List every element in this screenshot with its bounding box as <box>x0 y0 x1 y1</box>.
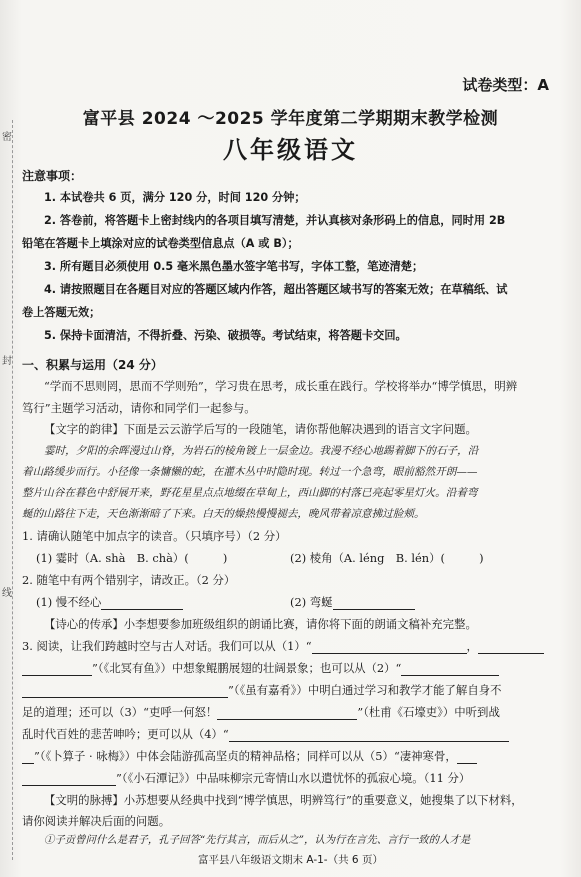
answer-blank[interactable] <box>22 663 92 676</box>
question-2-item: (2) 弯蜒 <box>290 594 415 610</box>
answer-blank[interactable] <box>22 773 116 786</box>
paper-type: 试卷类型：A <box>462 76 549 94</box>
question-3: 足的道理；还可以（3）“吏呼一何怒！ ”（杜甫《石壕吏》）中听到战 <box>22 705 500 719</box>
answer-blank[interactable] <box>22 685 228 698</box>
essay-line: 着山路缓步而行。小径像一条慵懒的蛇，在灌木丛中时隐时现。转过一个急弯，眼前豁然开朗—— <box>22 466 478 478</box>
note-item: 5. 保持卡面清洁，不得折叠、污染、破损等。考试结束，将答题卡交回。 <box>44 329 407 342</box>
margin-mark: 密 <box>2 132 12 143</box>
note-item: 4. 请按照题目在各题目对应的答题区域内作答，超出答题区域书写的答案无效；在草稿纸、试 <box>44 283 508 296</box>
answer-blank[interactable] <box>22 751 34 764</box>
answer-blank[interactable] <box>101 597 183 610</box>
essay-line: 蜒的山路往下走，天色渐渐暗了下来。白天的燥热慢慢褪去，晚风带着凉意拂过脸颊。 <box>22 508 425 520</box>
page-footer: 富平县八年级语文期末 A-1-（共 6 页） <box>198 854 383 866</box>
question-2-item: (1) 慢不经心 <box>36 594 183 610</box>
question-3: ”（《卜算子 · 咏梅》）中体会陆游孤高坚贞的精神品格；同样可以从（5）“凄神寒骨， <box>22 748 477 764</box>
margin-mark: 封 <box>2 356 12 367</box>
question-3: 3. 阅读，让我们跨越时空与古人对话。我们可以从（1）“ ， <box>22 638 544 654</box>
material-line: ①子贡曾问什么是君子，孔子回答“先行其言，而后从之”，认为行在言先、言行一致的人才是 <box>44 834 471 846</box>
answer-blank[interactable] <box>401 663 499 676</box>
question-3: ”（《北冥有鱼》）中想象鲲鹏展翅的壮阔景象；也可以从（2）“ <box>22 660 499 676</box>
section-heading: 一、积累与运用（24 分） <box>22 358 163 372</box>
question-1: 1. 请确认随笔中加点字的读音。（只填序号）（2 分） <box>22 529 287 543</box>
answer-blank[interactable] <box>478 641 544 654</box>
note-item: 铅笔在答题卡上填涂对应的试卷类型信息点（A 或 B）； <box>22 237 299 250</box>
answer-blank[interactable] <box>333 597 415 610</box>
part-heading: 【文明的脉搏】小苏想要从经典中找到“博学慎思，明辨笃行”的重要意义，她搜集了以下材料， <box>44 793 523 807</box>
answer-blank[interactable] <box>229 729 509 742</box>
question-1-item: (1) 霎时（A. shà B. chà）( ) <box>36 551 228 565</box>
note-item: 卷上答题无效； <box>22 306 101 319</box>
note-item: 3. 所有题目必须使用 0.5 毫米黑色墨水签字笔书写，字体工整，笔迹清楚； <box>44 260 424 273</box>
answer-blank[interactable] <box>312 641 467 654</box>
part-heading: 【诗心的传承】小李想要参加班级组织的朗诵比赛，请你将下面的朗诵文稿补充完整。 <box>44 617 477 631</box>
question-3: ”（《小石潭记》）中品味柳宗元寄情山水以遣忧怀的孤寂心境。（11 分） <box>22 770 470 786</box>
note-item: 1. 本试卷共 6 页，满分 120 分，时间 120 分钟； <box>44 191 306 204</box>
part-heading: 请你阅读并解决后面的问题。 <box>22 814 171 828</box>
part-heading: 【文字的韵律】下面是云云游学后写的一段随笔，请你帮他解决遇到的语言文字问题。 <box>44 422 477 436</box>
exam-title: 富平县 2024 ～2025 学年度第二学期期末教学检测 <box>82 109 499 129</box>
note-item: 2. 答卷前，将答题卡上密封线内的各项目填写清楚，并认真核对条形码上的信息，同时用 2B <box>44 214 506 227</box>
intro-text: “学而不思则罔，思而不学则殆”，学习贵在思考，成长重在践行。学校将举办“博学慎思，明辨 <box>44 379 518 393</box>
intro-text: 笃行”主题学习活动，请你和同学们一起参与。 <box>22 401 256 415</box>
binding-line <box>12 120 13 860</box>
notes-heading: 注意事项： <box>22 169 83 183</box>
question-3: ”（《虽有嘉肴》）中明白通过学习和教学才能了解自身不 <box>22 682 502 698</box>
essay-line: 整片山谷在暮色中舒展开来，野花星星点点地缀在草甸上，西山脚的村落已亮起零星灯火。沿着弯 <box>22 487 478 499</box>
essay-line: 霎时，夕阳的余晖漫过山脊，为岩石的棱角镀上一层金边。我漫不经心地踢着脚下的石子，沿 <box>44 445 479 457</box>
margin-mark: 线 <box>2 588 12 599</box>
answer-blank[interactable] <box>457 751 477 764</box>
question-3: 乱时代百姓的悲苦呻吟；更可以从（4）“ <box>22 726 509 742</box>
question-1-item: (2) 棱角（A. léng B. lén）( ) <box>290 551 484 565</box>
question-2: 2. 随笔中有两个错别字，请改正。（2 分） <box>22 573 236 587</box>
exam-subtitle: 八年级语文 <box>223 136 358 164</box>
answer-blank[interactable] <box>217 707 357 720</box>
